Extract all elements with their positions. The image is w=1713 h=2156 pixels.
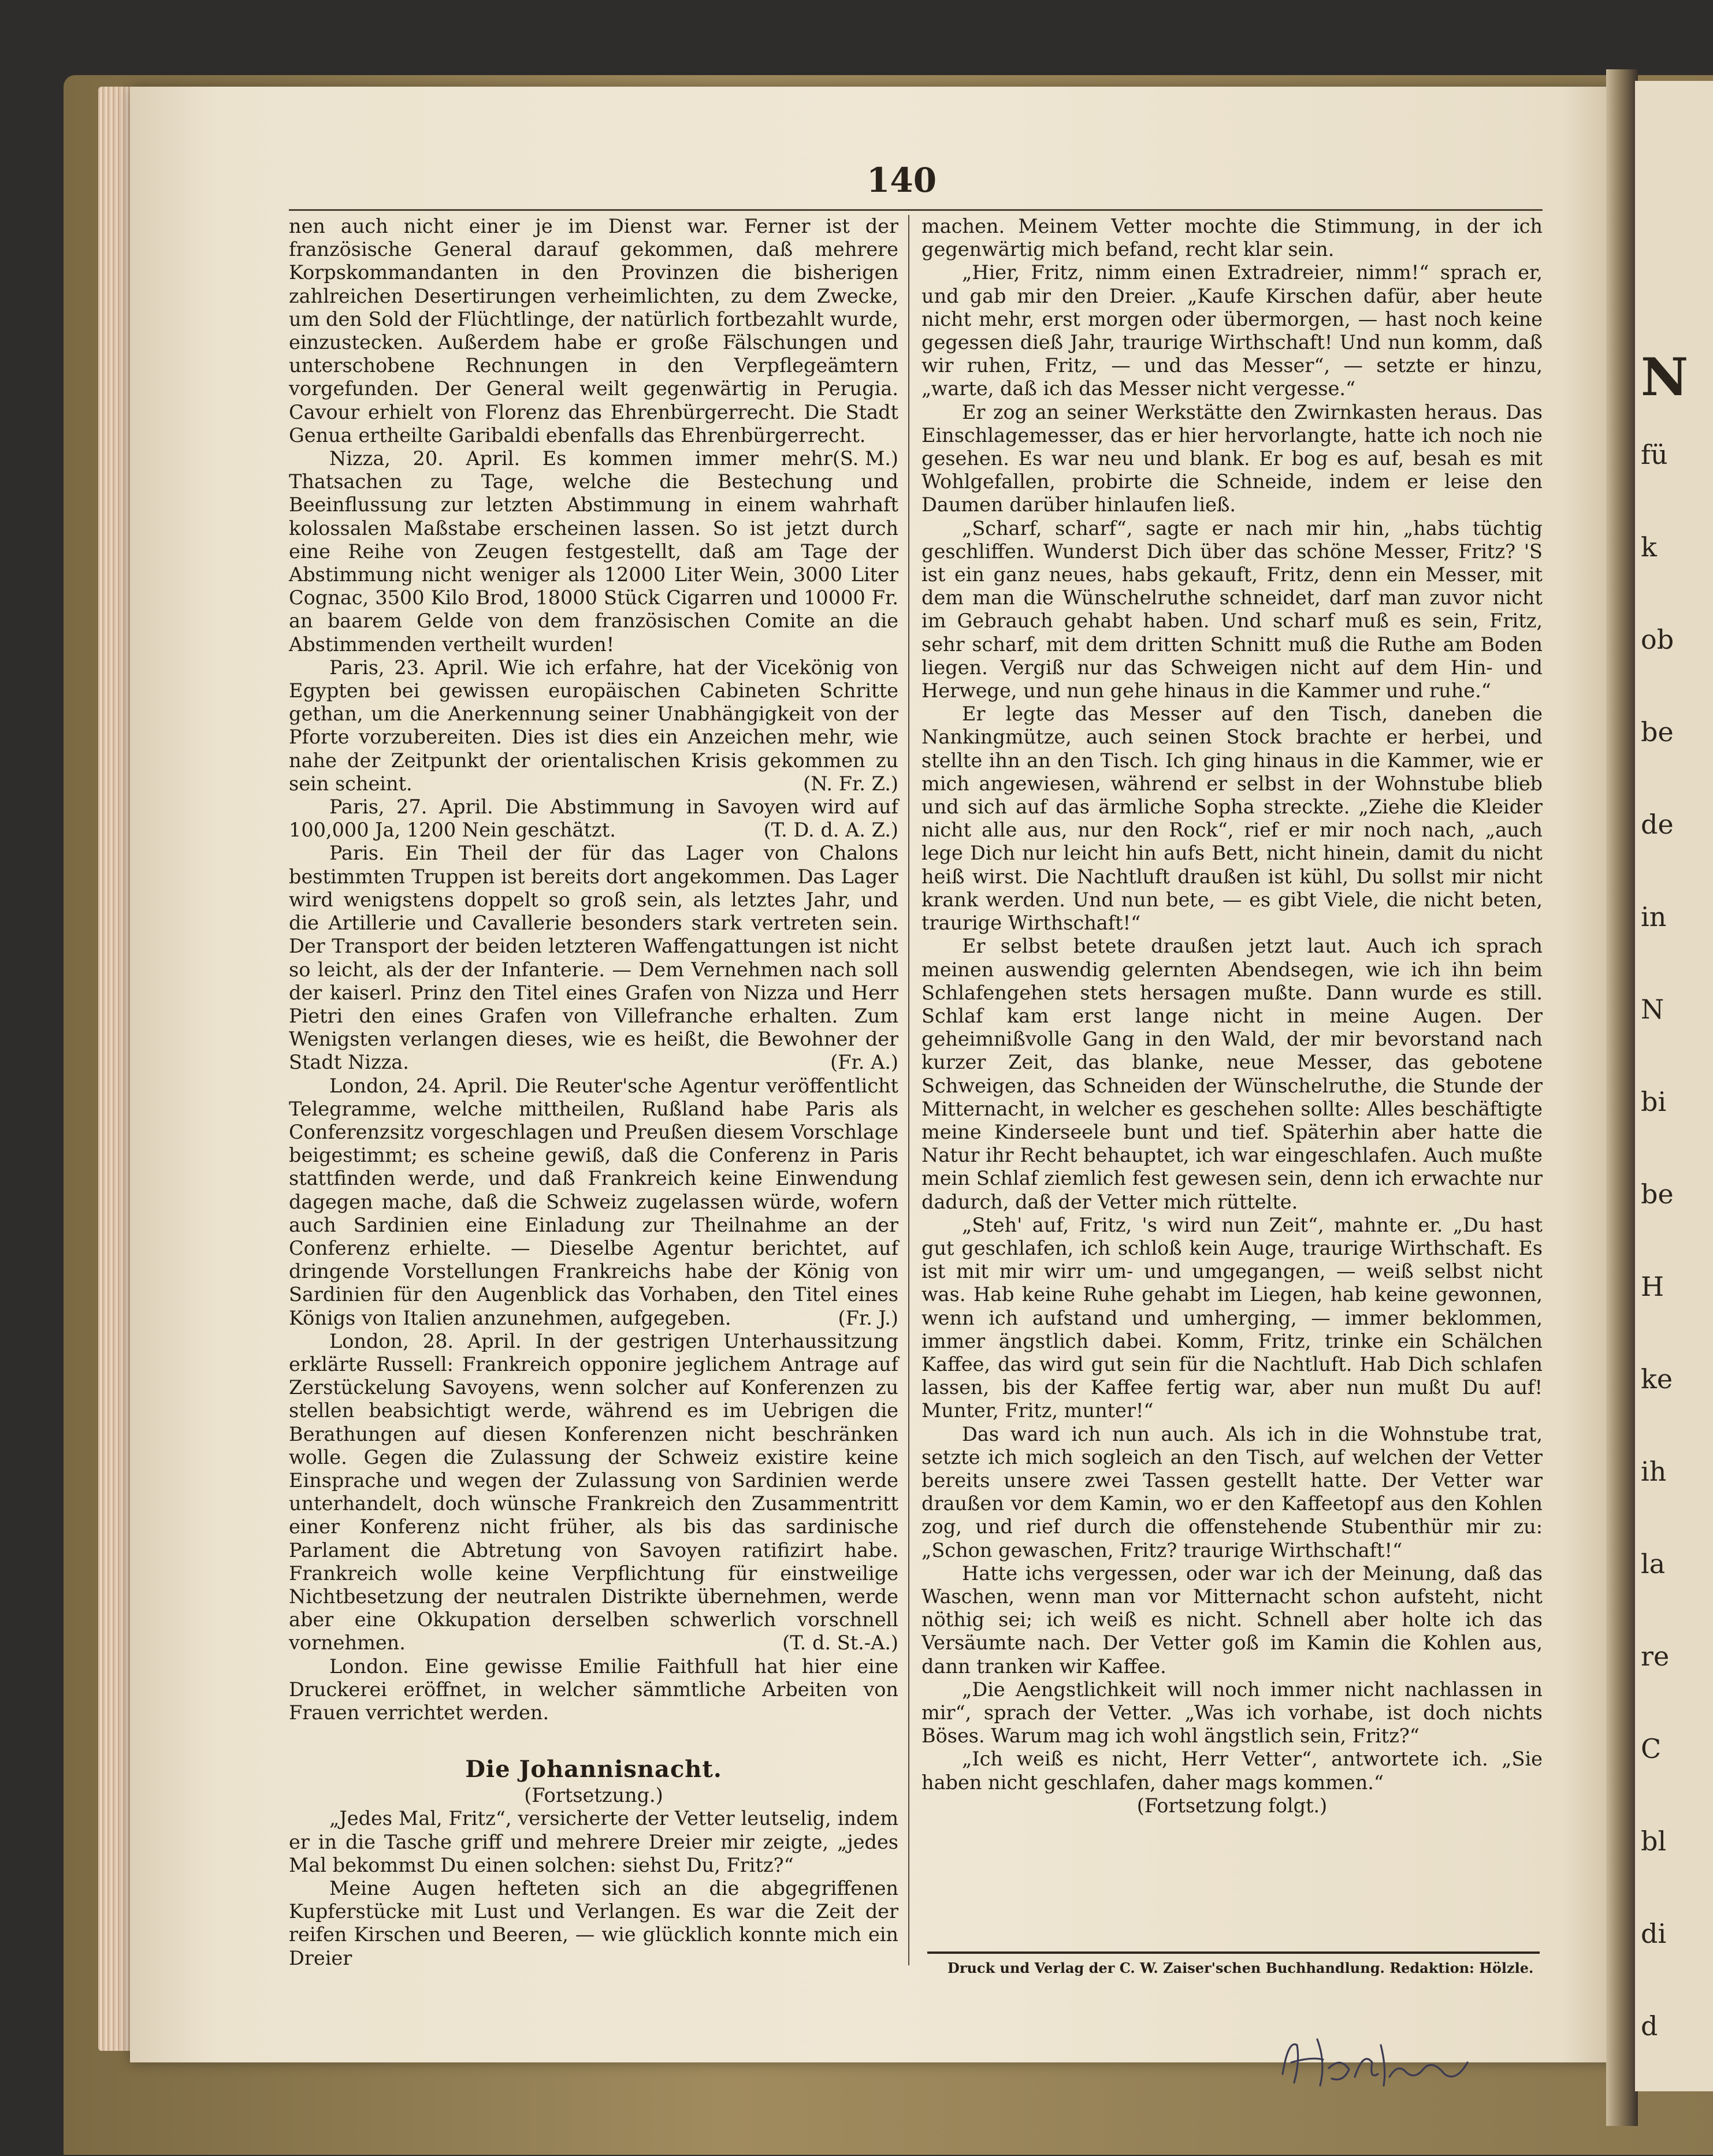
handwritten-signature xyxy=(1271,2028,1514,2097)
next-page-fragment: be xyxy=(1641,1179,1674,1210)
next-page-fragment: bl xyxy=(1641,1826,1667,1857)
story-paragraph: machen. Meinem Vetter mochte die Stimmung, in der ich gegenwärtig mich befand, recht klar sein. xyxy=(921,215,1543,261)
story-paragraph: Er zog an seiner Werkstätte den Zwirnkasten heraus. Das Einschlagemesser, das er hier hervorlangte, hatte ich noch nie gesehen. Es war neu und blank. Er bog es auf, besah es mit Wohlgefallen, probirte die Schneide, indem er leise den Daumen darüber hinlaufen ließ. xyxy=(921,400,1543,516)
page-edges xyxy=(98,87,133,2051)
story-paragraph: Hatte ichs vergessen, oder war ich der Meinung, daß das Waschen, wenn man vor Mitternacht schon aufsteht, nicht nöthig sei; ich weiß es nicht. Schnell aber holte ich das Versäumte nach. Der Vetter goß im Kamin die Kohlen aus, dann tranken wir Kaffee. xyxy=(921,1562,1543,1678)
imprint-rule xyxy=(927,1951,1540,1954)
news-source: (S. M.) xyxy=(832,447,898,470)
next-page-fragment: ke xyxy=(1641,1363,1673,1395)
story-title: Die Johannisnacht. xyxy=(465,1756,722,1783)
news-text: London, 28. April. In der gestrigen Unterhaussitzung erklärte Russell: Frankreich opponire jeglichem Antrage auf Zerstückelung Savoyens, wenn solcher auf Konferenzen zu stellen beabsichtigt werde, während es im Uebrigen die Berathungen auf diesen Konferenzen nicht beschränken wolle. Gegen die Zulassung der Schweiz existire keine Einsprache und wegen der Zulassung von Sardinien werde unterhandelt, doch wünsche Frankreich den Zusammentritt einer Konferenz nicht früher, als bis das sardinische Parlament die Abtretung von Savoyen ratifizirt habe. Frankreich wolle keine Verpflichtung für einstweilige Nichtbesetzung der neutralen Distrikte übernehmen, werde aber eine Okkupation derselben schwerlich vorschnell vornehmen. xyxy=(289,1329,898,1655)
news-text: Paris, 23. April. Wie ich erfahre, hat der Vicekönig von Egypten bei gewissen europäischen Cabineten Schritte gethan, um die Anerkennung seiner Unabhängigkeit von der Pforte vorzubereiten. Dies ist dies ein Anzeichen mehr, wie nahe der Zeitpunkt der orientalischen Krisis gekommen zu sein scheint. xyxy=(289,656,898,795)
story-paragraph: „Scharf, scharf“, sagte er nach mir hin, „habs tüchtig geschliffen. Wunderst Dich über das schöne Messer, Fritz? 'S ist ein ganz neues, habs gekauft, Fritz, denn ein Messer, mit dem man die Wünschelruthe schneidet, darf man zuvor nicht im Gebrauch gehabt haben. Und scharf muß es sein, Fritz, sehr scharf, mit dem dritten Schnitt muß die Ruthe am Boden liegen. Vergiß nur das Schweigen nicht auf dem Hin- und Herwege, und nun gehe hinaus in die Kammer und ruhe.“ xyxy=(921,516,1543,702)
next-page-fragment: la xyxy=(1641,1548,1666,1579)
continued-note: (Fortsetzung folgt.) xyxy=(1136,1794,1328,1817)
news-text: Nizza, 20. April. Es kommen immer mehr Thatsachen zu Tage, welche die Bestechung und Beeinflussung zur letzten Abstimmung in einem wahrhaft kolossalen Maßstabe erscheinen lassen. So ist jetzt durch eine Reihe von Zeugen festgestellt, daß am Tage der Abstimmung nicht weniger als 12000 Liter Wein, 3000 Liter Cognac, 3500 Kilo Brod, 18000 Stück Cigarren und 10000 Fr. an baarem Gelde von dem französischen Comite an die Abstimmenden vertheilt wurden! xyxy=(289,447,898,656)
story-paragraph: „Steh' auf, Fritz, 's wird nun Zeit“, mahnte er. „Du hast gut geschlafen, ich schloß kein Auge, traurige Wirthschaft. Es ist mit mir wirr um- und umgegangen, — weiß selbst nicht was. Hab keine Ruhe gehabt im Liegen, hab keine gewonnen, wenn ich aufstand und umherging, — immer beklommen, immer ängstlich dabei. Komm, Fritz, trinke ein Schälchen Kaffee, das wird gut sein für die Nachtluft. Hab Dich schlafen lassen, bis der Kaffee fertig war, aber nun mußt Du auf! Munter, Fritz, munter!“ xyxy=(921,1213,1543,1422)
news-paragraph xyxy=(289,447,898,656)
next-page-fragment: fü xyxy=(1641,439,1668,470)
news-text: London, 24. April. Die Reuter'sche Agentur veröffentlicht Telegramme, welche mittheilen, Rußland habe Paris als Conferenzsitz vorgeschlagen und Preußen diesem Vorschlage beigestimmt; es scheine gewiß, daß die Conferenz in Paris stattfinden werde, und daß Frankreich keine Einwendung dagegen mache, daß die Schweiz zugelassen würde, wofern auch Sardinien eine Einladung zur Theilnahme an der Conferenz erhielte. — Dieselbe Agentur berichtet, auf dringende Vorstellungen Frankreichs habe der König von Sardinien für den Augenblick das Vorhaben, den Titel eines Königs von Italien anzunehmen, aufgegeben. xyxy=(289,1074,898,1329)
story-paragraph: „Ich weiß es nicht, Herr Vetter“, antwortete ich. „Sie haben nicht geschlafen, daher mags kommen.“ xyxy=(921,1748,1543,1794)
column-divider xyxy=(908,215,909,1965)
next-page-fragment: k xyxy=(1641,531,1657,563)
news-paragraph xyxy=(289,842,898,1074)
next-page-fragment: re xyxy=(1641,1641,1670,1672)
next-page-fragment: be xyxy=(1641,716,1674,748)
story-paragraph: Meine Augen hefteten sich an die abgegriffenen Kupferstücke mit Lust und Verlangen. Es war die Zeit der reifen Kirschen und Beeren, — wie glücklich konnte mich ein Dreier xyxy=(289,1877,898,1969)
next-page-fragment: bi xyxy=(1641,1086,1667,1117)
story-paragraph: „Jedes Mal, Fritz“, versicherte der Vetter leutselig, indem er in die Tasche griff und mehrere Dreier mir zeigte, „jedes Mal bekommst Du einen solchen: siehst Du, Fritz?“ xyxy=(289,1807,898,1876)
news-source: (Fr. A.) xyxy=(830,1051,898,1074)
left-column xyxy=(289,215,898,1970)
page-number: 140 xyxy=(867,161,937,200)
spacer xyxy=(289,1724,898,1748)
story-paragraph: Er selbst betete draußen jetzt laut. Auch ich sprach meinen auswendig gelernten Abendsegen, wie ich ihn beim Schlafengehen stets hersagen mußte. Dann wurde es still. Schlaf kam erst lange nicht in meine Augen. Der geheimnißvolle Gang in den Wald, der mir bevorstand nach kurzer Zeit, das blanke, neue Messer, das gebotene Schweigen, das Schneiden der Wünschelruthe, die Stunde der Mitternacht, in welcher es geschehen sollte: Alles beschäftigte meine Kinderseele bunt und tief. Späterhin aber hatte die Natur ihr Recht behauptet, ich war eingeschlafen. Auch mußte mein Schlaf ziemlich fest gewesen sein, denn ich erwachte nur dadurch, daß der Vetter mich rüttelte. xyxy=(921,935,1543,1213)
news-source: (N. Fr. Z.) xyxy=(803,772,898,795)
news-text: nen auch nicht einer je im Dienst war. Ferner ist der französische General darauf gekommen, daß mehrere Korpskommandanten in den Provinzen die bisherigen zahlreichen Desertirungen verheimlichten, zu dem Zwecke, um den Sold der Flüchtlinge, der natürlich fortbezahlt wurde, einzustecken. Außerdem habe er große Fälschungen und unterschobene Rechnungen in den Verpflegeämtern vorgefunden. Der General weilt gegenwärtig in Perugia. Cavour erhielt von Florenz das Ehrenbürgerrecht. Die Stadt Genua ertheilte Garibaldi ebenfalls das Ehrenbürgerrecht. xyxy=(289,215,898,447)
news-source: (Fr. J.) xyxy=(838,1306,898,1329)
right-column xyxy=(921,215,1543,1817)
next-page-fragment: ob xyxy=(1641,624,1674,655)
news-paragraph xyxy=(289,1330,898,1655)
next-page-fragment: in xyxy=(1641,901,1667,932)
story-subtitle: (Fortsetzung.) xyxy=(524,1784,663,1807)
next-page-fragment: de xyxy=(1641,809,1674,840)
book-gutter xyxy=(1606,69,1638,2126)
next-page-fragment: d xyxy=(1641,2010,1658,2042)
news-source: (T. D. d. A. Z.) xyxy=(763,819,898,842)
news-paragraph xyxy=(289,1655,898,1725)
next-page-fragment: di xyxy=(1641,1918,1667,1949)
news-paragraph xyxy=(289,1075,898,1330)
news-text: London. Eine gewisse Emilie Faithfull hat hier eine Druckerei eröffnet, in welcher sämmtliche Arbeiten von Frauen verrichtet werden. xyxy=(289,1655,898,1724)
next-page-fragment: ih xyxy=(1641,1456,1667,1487)
next-page-fragment: N xyxy=(1641,994,1664,1025)
story-paragraph: Das ward ich nun auch. Als ich in die Wohnstube trat, setzte ich mich sogleich an den Tisch, auf welchen der Vetter bereits unsere zwei Tassen gestellt hatte. Der Vetter war draußen vor dem Kamin, wo er den Kaffeetopf aus den Kohlen zog, und rief durch die offenstehende Stubenthür mir zu: „Schon gewaschen, Fritz? traurige Wirthschaft!“ xyxy=(921,1422,1543,1562)
next-page-fragment: C xyxy=(1641,1733,1662,1764)
news-paragraph xyxy=(289,656,898,796)
news-text: Paris, 27. April. Die Abstimmung in Savoyen wird auf 100,000 Ja, 1200 Nein geschätzt. xyxy=(289,796,898,842)
story-paragraph: „Hier, Fritz, nimm einen Extradreier, nimm!“ sprach er, und gab mir den Dreier. „Kaufe Kirschen dafür, aber heute nicht mehr, erst morgen oder übermorgen, — hast noch keine gegessen dieß Jahr, traurige Wirthschaft! Und nun komm, daß wir ruhen, Fritz, — und das Messer“, — setzte er hinzu, „warte, daß ich das Messer nicht vergesse.“ xyxy=(921,261,1543,400)
news-paragraph xyxy=(289,215,898,470)
header-rule xyxy=(289,209,1543,211)
imprint-line: Druck und Verlag der C. W. Zaiser'schen Buchhandlung. Redaktion: Hölzle. xyxy=(947,1960,1534,1976)
story-paragraph: „Die Aengstlichkeit will noch immer nicht nachlassen in mir“, sprach der Vetter. „Was ich vorhabe, ist doch nichts Böses. Warum mag ich wohl ängstlich sein, Fritz?“ xyxy=(921,1678,1543,1748)
next-page-fragment: N xyxy=(1641,347,1689,408)
next-page-fragment: H xyxy=(1641,1271,1664,1302)
news-paragraph xyxy=(289,796,898,842)
story-paragraph: Er legte das Messer auf den Tisch, daneben die Nankingmütze, auch seinen Stock brachte er herbei, und stellte ihn an den Tisch. Ich ging hinaus in die Kammer, wie er mich angewiesen, während er selbst in der Wohnstube blieb und sich auf das ärmliche Sopha streckte. „Ziehe die Kleider nicht alle aus, nur den Rock“, rief er mir noch nach, „auch lege Dich nur leicht hin aufs Bett, nicht hinein, damit du nicht heiß wirst. Die Nachtluft draußen ist kühl, Du sollst mir nicht krank werden. Und nun bete, — es gibt Viele, die nicht beten, traurige Wirthschaft!“ xyxy=(921,702,1543,935)
next-page-edge xyxy=(1635,81,1713,2091)
news-source: (T. d. St.-A.) xyxy=(782,1631,898,1655)
news-text: Paris. Ein Theil der für das Lager von Chalons bestimmten Truppen ist bereits dort angekommen. Das Lager wird wenigstens doppelt so groß sein, als letztes Jahr, und die Artillerie und Cavallerie besonders stark vertreten sein. Der Transport der beiden letzteren Waffengattungen ist nicht so leicht, als der der Infanterie. — Dem Vernehmen nach soll der kaiserl. Prinz den Titel eines Grafen von Nizza und Herr Pietri den eines Grafen von Villefranche erhalten. Zum Wenigsten verlangen dieses, wie es heißt, die Bewohner der Stadt Nizza. xyxy=(289,842,898,1074)
